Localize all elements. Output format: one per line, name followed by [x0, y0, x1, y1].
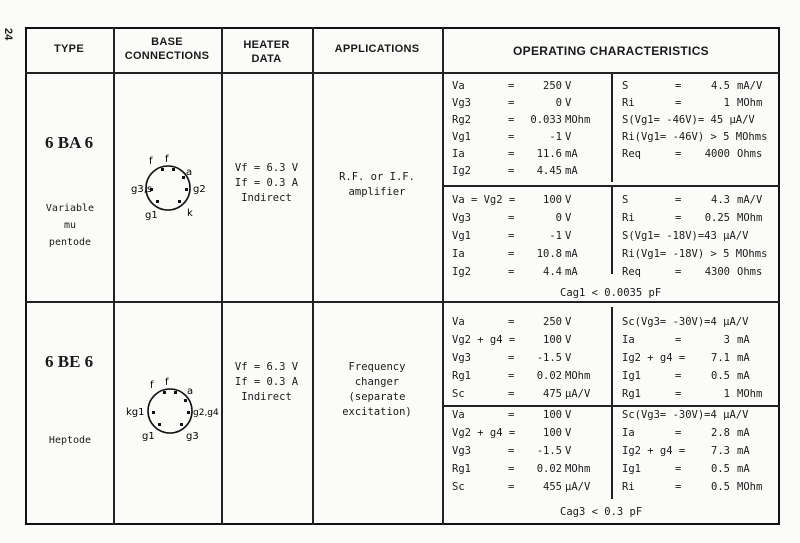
- param-unit: V: [565, 445, 572, 457]
- param-name: Va: [452, 316, 465, 328]
- param-value: 0.25: [704, 212, 730, 224]
- param-name: Rg1: [452, 370, 471, 382]
- equals-sign: =: [675, 148, 682, 160]
- param-value: 4000: [704, 148, 730, 160]
- application-line: Frequency: [348, 361, 406, 373]
- param-value: 0.033: [530, 114, 562, 126]
- param-value: 475: [543, 388, 562, 400]
- param-unit: mA/V: [737, 194, 763, 206]
- base-diagram-heptode: [126, 377, 219, 448]
- header-base-line1: BASE: [151, 36, 183, 48]
- header-heater: [221, 38, 312, 66]
- param-value: 100: [543, 334, 562, 346]
- param-expression: S(Vg1= -18V)=43 µA/V: [622, 230, 749, 242]
- param-value: 1: [723, 97, 730, 109]
- block-rule-2: [442, 405, 780, 407]
- param-name: Ig1: [622, 463, 641, 475]
- param-expression: Ri(Vg1= -46V) > 5 MOhms: [622, 131, 768, 143]
- pin-label: f: [149, 156, 153, 167]
- param-unit: mA: [565, 148, 578, 160]
- param-value: 0.5: [711, 370, 730, 382]
- param-name: Ig2: [452, 165, 471, 177]
- param-expression: Sc(Vg3= -30V)=4 µA/V: [622, 409, 749, 421]
- pin-label: g1: [145, 210, 158, 221]
- param-value: 100: [543, 409, 562, 421]
- param-value: 250: [543, 316, 562, 328]
- param-unit: mA: [737, 445, 750, 457]
- equals-sign: =: [675, 194, 682, 206]
- param-name: Vg3: [452, 97, 471, 109]
- param-name: Req: [622, 148, 641, 160]
- param-value: 3: [723, 334, 730, 346]
- equals-sign: =: [508, 230, 515, 242]
- equals-sign: =: [508, 481, 515, 493]
- pin-label: f: [165, 377, 169, 388]
- pin-label: k: [187, 208, 193, 219]
- param-value: 4.4: [543, 266, 562, 278]
- param-value: 4300: [704, 266, 730, 278]
- equals-sign: =: [675, 97, 682, 109]
- tube-description: [20, 200, 120, 251]
- param-unit: mA: [737, 334, 750, 346]
- param-unit: MOhm: [737, 481, 763, 493]
- param-name: Req: [622, 266, 641, 278]
- param-name: Rg1: [452, 463, 471, 475]
- param-value: -1.5: [536, 445, 562, 457]
- tube-type: 6 BA 6: [45, 133, 94, 152]
- param-value: 100: [543, 427, 562, 439]
- param-value: 0: [555, 212, 562, 224]
- tube-description: [20, 432, 120, 449]
- pin-label: a: [186, 167, 193, 178]
- param-value: 0: [555, 97, 562, 109]
- param-unit: V: [565, 409, 572, 421]
- application-line: (separate: [348, 391, 406, 403]
- param-name: Ia: [452, 248, 465, 260]
- header-base: [113, 35, 221, 63]
- equals-sign: =: [675, 370, 682, 382]
- equals-sign: =: [508, 445, 515, 457]
- application-line: excitation): [342, 406, 412, 418]
- param-value: 4.45: [536, 165, 562, 177]
- application-line: changer: [354, 376, 400, 388]
- header-heater-line1: HEATER: [243, 39, 290, 51]
- heater-data: [221, 161, 312, 206]
- param-unit: Ohms: [737, 148, 763, 160]
- param-unit: MOhm: [565, 114, 591, 126]
- param-name: Va: [452, 409, 465, 421]
- param-name: Ig2 + g4 =: [622, 352, 686, 364]
- param-name: Vg2 + g4 =: [452, 427, 516, 439]
- param-name: Ig1: [622, 370, 641, 382]
- param-name: Ia: [622, 427, 635, 439]
- param-unit: mA: [737, 370, 750, 382]
- heater-data: [221, 360, 312, 405]
- param-name: Vg1: [452, 230, 471, 242]
- col-divider-base: [221, 27, 223, 525]
- equals-sign: =: [675, 481, 682, 493]
- header-applications: APPLICATIONS: [334, 43, 420, 55]
- param-value: 4.5: [711, 80, 730, 92]
- header-base-line2: CONNECTIONS: [124, 50, 210, 62]
- pin-label: f: [150, 380, 154, 391]
- param-unit: mA: [737, 352, 750, 364]
- param-name: Rg2: [452, 114, 471, 126]
- op-divider-2a: [611, 307, 613, 405]
- param-value: 0.02: [536, 370, 562, 382]
- capacitance-note: Cag1 < 0.0035 pF: [560, 287, 662, 299]
- tube-type: 6 BE 6: [45, 352, 94, 371]
- param-unit: V: [565, 97, 572, 109]
- param-unit: µA/V: [565, 388, 591, 400]
- param-value: -1: [549, 131, 562, 143]
- param-unit: mA: [737, 463, 750, 475]
- equals-sign: =: [675, 388, 682, 400]
- param-name: Ig2: [452, 266, 471, 278]
- param-unit: mA: [565, 248, 578, 260]
- pin-label: a: [187, 386, 194, 397]
- col-divider-heater: [312, 27, 314, 525]
- pin-label: g3,s: [131, 184, 153, 195]
- header-operating: OPERATING CHARACTERISTICS: [513, 44, 709, 58]
- param-name: Ri: [622, 212, 635, 224]
- equals-sign: =: [508, 316, 515, 328]
- application-text: [312, 170, 442, 200]
- param-unit: Ohms: [737, 266, 763, 278]
- param-unit: MOhm: [737, 212, 763, 224]
- equals-sign: =: [675, 463, 682, 475]
- heater-line: Vf = 6.3 V: [234, 361, 299, 373]
- heater-line: If = 0.3 A: [234, 376, 299, 388]
- equals-sign: =: [675, 266, 682, 278]
- param-value: 4.3: [711, 194, 730, 206]
- param-expression: Ri(Vg1= -18V) > 5 MOhms: [622, 248, 768, 260]
- heater-line: Vf = 6.3 V: [234, 162, 299, 174]
- pin-label: g3: [186, 431, 199, 442]
- block-rule-1: [442, 185, 780, 187]
- equals-sign: =: [508, 148, 515, 160]
- header-heater-line2: DATA: [251, 53, 282, 65]
- param-value: 10.8: [536, 248, 562, 260]
- param-value: 0.5: [711, 481, 730, 493]
- equals-sign: =: [508, 409, 515, 421]
- param-value: 1: [723, 388, 730, 400]
- heater-line: Indirect: [241, 192, 292, 204]
- equals-sign: =: [508, 266, 515, 278]
- header-rule: [25, 72, 780, 74]
- equals-sign: =: [508, 352, 515, 364]
- heater-line: If = 0.3 A: [234, 177, 299, 189]
- pin-label: g2,g4: [193, 408, 219, 418]
- param-unit: MOhm: [565, 463, 591, 475]
- header-type: TYPE: [54, 43, 84, 55]
- application-line: R.F. or I.F.: [339, 171, 415, 183]
- param-unit: V: [565, 131, 572, 143]
- param-name: Ri: [622, 97, 635, 109]
- capacitance-note: Cag3 < 0.3 pF: [560, 506, 643, 518]
- param-value: 2.8: [711, 427, 730, 439]
- param-name: Vg1: [452, 131, 471, 143]
- col-divider-app: [442, 27, 444, 525]
- param-expression: Sc(Vg3= -30V)=4 µA/V: [622, 316, 749, 328]
- param-value: 0.5: [711, 463, 730, 475]
- param-name: Ia: [452, 148, 465, 160]
- param-name: Sc: [452, 388, 465, 400]
- equals-sign: =: [508, 248, 515, 260]
- pin-label: f: [165, 154, 169, 165]
- application-line: amplifier: [348, 186, 406, 198]
- param-name: Va = Vg2 =: [452, 194, 516, 206]
- equals-sign: =: [508, 131, 515, 143]
- param-name: Vg3: [452, 352, 471, 364]
- param-name: Vg3: [452, 212, 471, 224]
- equals-sign: =: [508, 463, 515, 475]
- param-unit: mA: [565, 165, 578, 177]
- heater-line: Indirect: [241, 391, 292, 403]
- param-name: Ig2 + g4 =: [622, 445, 686, 457]
- application-text: [312, 360, 442, 420]
- param-name: Ia: [622, 334, 635, 346]
- op-divider-2b: [611, 407, 613, 499]
- param-unit: µA/V: [565, 481, 591, 493]
- param-name: Vg3: [452, 445, 471, 457]
- param-name: S: [622, 80, 629, 92]
- param-unit: V: [565, 230, 572, 242]
- param-unit: V: [565, 427, 572, 439]
- equals-sign: =: [508, 370, 515, 382]
- param-unit: V: [565, 212, 572, 224]
- param-value: -1.5: [536, 352, 562, 364]
- param-name: Rg1: [622, 388, 641, 400]
- param-unit: MOhm: [565, 370, 591, 382]
- param-unit: V: [565, 352, 572, 364]
- equals-sign: =: [508, 97, 515, 109]
- param-unit: MOhm: [737, 388, 763, 400]
- pin-label: g2: [193, 184, 206, 195]
- equals-sign: =: [675, 212, 682, 224]
- equals-sign: =: [508, 388, 515, 400]
- param-unit: V: [565, 334, 572, 346]
- param-value: 7.1: [711, 352, 730, 364]
- desc-line: Heptode: [48, 435, 92, 446]
- param-value: 0.02: [536, 463, 562, 475]
- equals-sign: =: [508, 80, 515, 92]
- param-expression: S(Vg1= -46V)= 45 µA/V: [622, 114, 755, 126]
- equals-sign: =: [508, 212, 515, 224]
- pin-label: kg1: [126, 407, 145, 418]
- equals-sign: =: [508, 114, 515, 126]
- op-divider-1b: [611, 187, 613, 274]
- base-diagram-pentode: [131, 150, 206, 230]
- param-unit: V: [565, 194, 572, 206]
- param-name: S: [622, 194, 629, 206]
- param-name: Ri: [622, 481, 635, 493]
- param-value: 11.6: [536, 148, 562, 160]
- param-value: 250: [543, 80, 562, 92]
- param-name: Sc: [452, 481, 465, 493]
- param-unit: MOhm: [737, 97, 763, 109]
- desc-line: mu: [63, 220, 77, 231]
- equals-sign: =: [675, 334, 682, 346]
- col-divider-type: [113, 27, 115, 525]
- equals-sign: =: [508, 165, 515, 177]
- param-unit: mA: [565, 266, 578, 278]
- pin-label: g1: [142, 431, 155, 442]
- param-value: 7.3: [711, 445, 730, 457]
- param-unit: mA: [737, 427, 750, 439]
- equals-sign: =: [675, 427, 682, 439]
- page-number: 24: [2, 28, 14, 41]
- param-unit: V: [565, 80, 572, 92]
- row-rule: [25, 301, 780, 303]
- equals-sign: =: [675, 80, 682, 92]
- param-value: 100: [543, 194, 562, 206]
- desc-line: Variable: [45, 203, 95, 214]
- param-value: -1: [549, 230, 562, 242]
- param-unit: mA/V: [737, 80, 763, 92]
- op-divider-1a: [611, 74, 613, 182]
- param-value: 455: [543, 481, 562, 493]
- param-unit: V: [565, 316, 572, 328]
- param-name: Va: [452, 80, 465, 92]
- param-name: Vg2 + g4 =: [452, 334, 516, 346]
- desc-line: pentode: [48, 237, 92, 248]
